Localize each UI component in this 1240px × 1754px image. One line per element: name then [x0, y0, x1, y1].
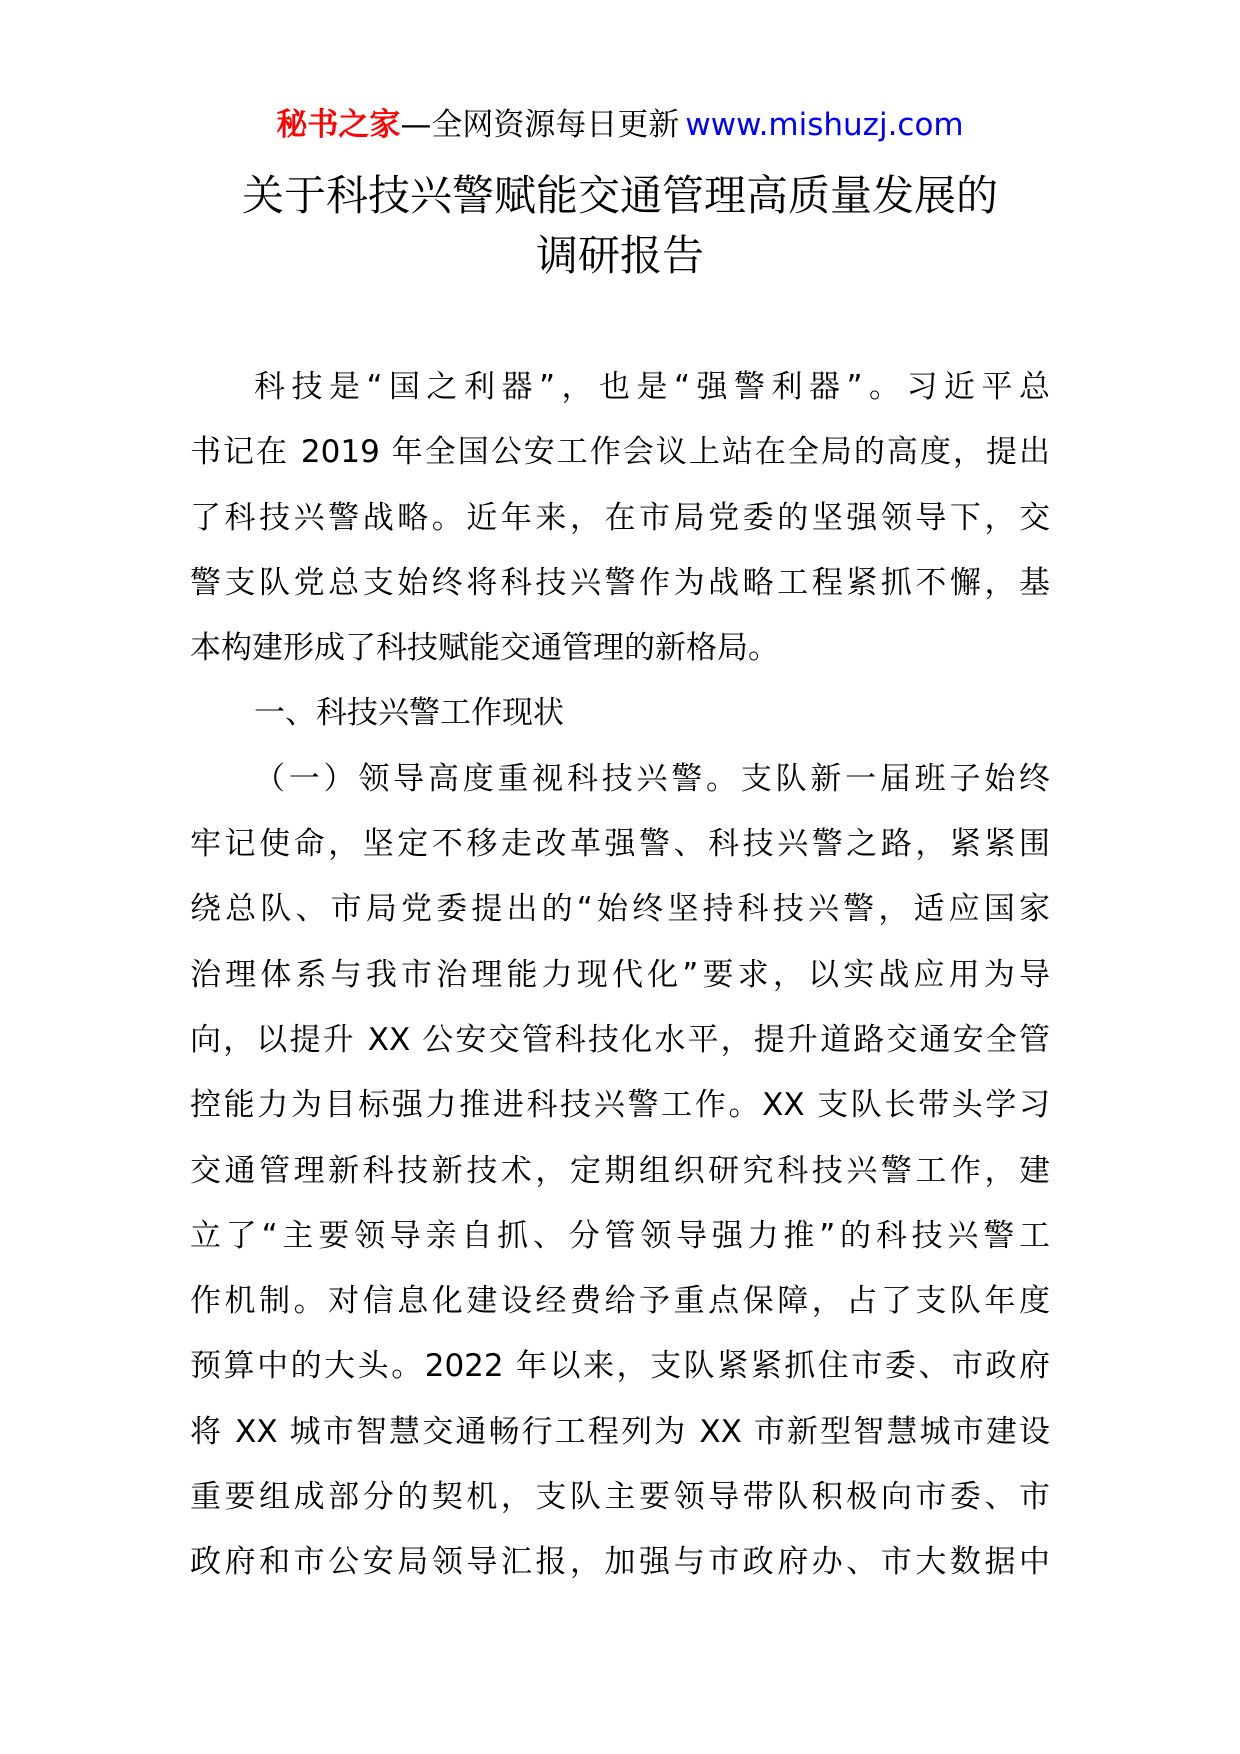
body-line: 交通管理新科技新技术，定期组织研究科技兴警工作，建	[190, 1152, 1050, 1189]
body-line: 书记在 2019 年全国公安工作会议上站在全局的高度，提出	[190, 434, 1050, 471]
body-line: 预算中的大头。2022 年以来，支队紧紧抓住市委、市政府	[190, 1348, 1050, 1385]
site-banner	[0, 103, 1240, 147]
body-line: 重要组成部分的契机，支队主要领导带队积极向市委、市	[190, 1479, 1050, 1516]
body-line: 将 XX 城市智慧交通畅行工程列为 XX 市新型智慧城市建设	[190, 1413, 1050, 1450]
body-line: 了科技兴警战略。近年来，在市局党委的坚强领导下，交	[190, 499, 1050, 536]
title-line-2: 调研报告	[535, 231, 704, 280]
body-line: 绕总队、市局党委提出的“始终坚持科技兴警，适应国家	[190, 891, 1050, 928]
body-line: （一）领导高度重视科技兴警。支队新一届班子始终	[254, 760, 1050, 797]
body-line: 作机制。对信息化建设经费给予重点保障，占了支队年度	[190, 1283, 1050, 1320]
title-line-1: 关于科技兴警赋能交通管理高质量发展的	[241, 171, 998, 220]
body-line: 牢记使命，坚定不移走改革强警、科技兴警之路，紧紧围	[190, 826, 1050, 863]
document-body	[190, 355, 1050, 1596]
body-line: 警支队党总支始终将科技兴警作为战略工程紧抓不懈，基	[190, 564, 1050, 601]
banner-tagline: —全网资源每日更新	[400, 107, 680, 143]
body-line: 立了“主要领导亲自抓、分管领导强力推”的科技兴警工	[190, 1217, 1050, 1254]
brand-name: 秘书之家	[276, 107, 401, 143]
body-line: 本构建形成了科技赋能交通管理的新格局。	[190, 630, 779, 667]
section-heading: 一、科技兴警工作现状	[254, 695, 564, 732]
body-line: 治理体系与我市治理能力现代化”要求，以实战应用为导	[190, 956, 1050, 993]
body-line: 科技是“国之利器”，也是“强警利器”。习近平总	[254, 369, 1050, 405]
site-url-link[interactable]: www.mishuzj.com	[685, 107, 964, 143]
body-line: 政府和市公安局领导汇报，加强与市政府办、市大数据中	[190, 1544, 1050, 1581]
body-line: 控能力为目标强力推进科技兴警工作。XX 支队长带头学习	[190, 1087, 1050, 1124]
document-title	[120, 166, 1120, 286]
body-line: 向，以提升 XX 公安交管科技化水平，提升道路交通安全管	[190, 1021, 1050, 1058]
